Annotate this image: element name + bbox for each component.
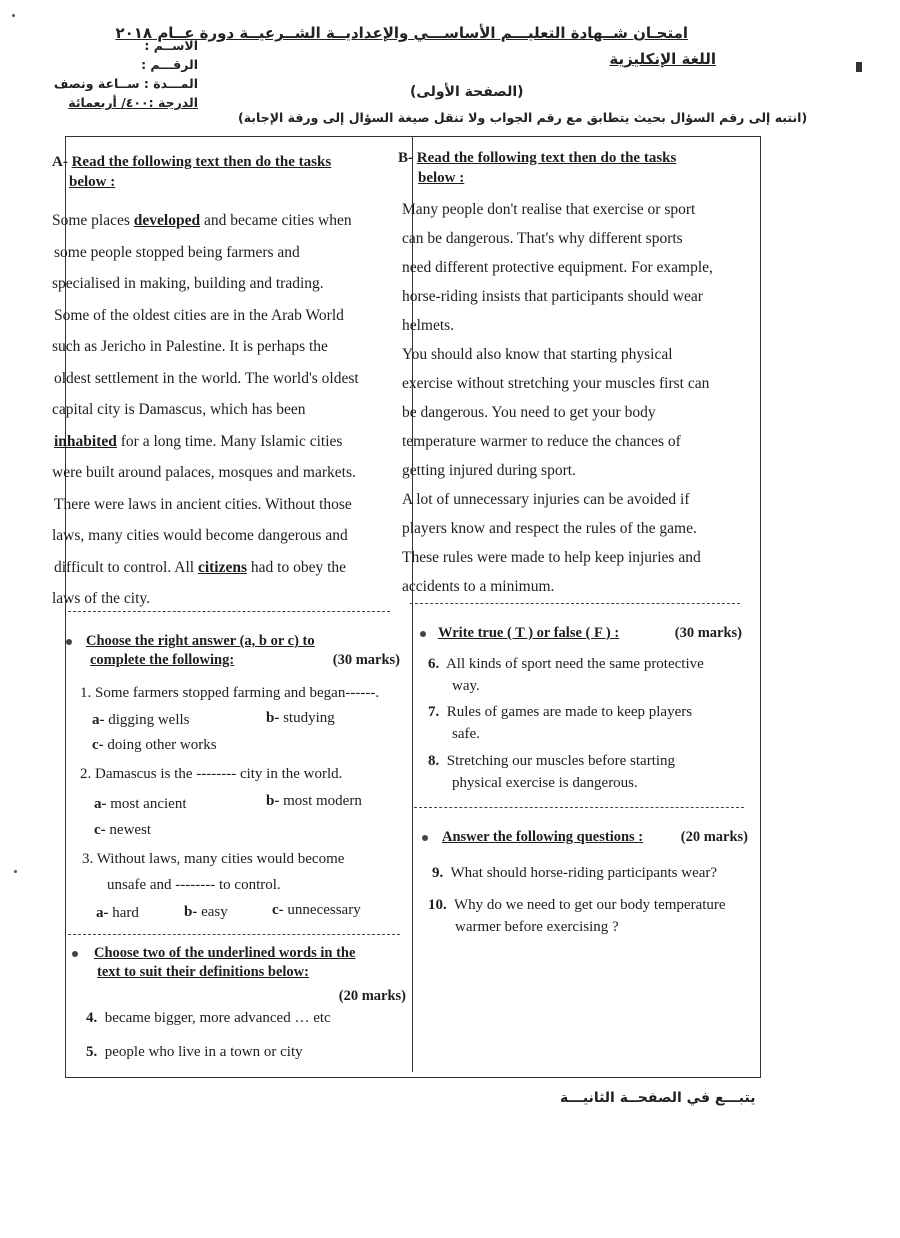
passage-a-line: Some of the oldest cities are in the Arab World [54,306,344,324]
passage-a-line: specialised in making, building and trading. [52,275,324,292]
passage-b-line: You should also know that starting physical [402,346,673,363]
passage-b-line: Many people don't realise that exercise or sport [402,201,696,218]
passage-a-line: capital city is Damascus, which has been [52,401,306,418]
question-10: 10. Why do we need to get our body temperature warmer before exercising ? [428,897,726,935]
passage-a-line: were built around palaces, mosques and markets. [52,464,356,481]
task-b-separator [414,807,744,808]
section-b-heading-line1: Read the following text then do the tasks [416,150,677,166]
exam-meta [53,36,198,112]
exam-title: امتحـان شــهادة التعليـــم الأساســـي والإعداديــة الشــرعيــة دورة عــام ٢٠١٨ [115,24,688,42]
continued-note: يتبـــع في الصفحــة الثانيـــة [560,1090,756,1106]
task-a1 [66,632,400,670]
bullet-icon [72,951,78,957]
q2-option-a: a- most ancient [94,796,187,812]
task-b1-title: Write true ( T ) or false ( F ) : (30 marks) [420,624,742,643]
passage-a-line: difficult to control. All citizens had to obey the [54,558,347,576]
section-b-passage [402,195,752,601]
passage-b-line: helmets. [402,317,455,334]
scan-speck [12,14,15,17]
passage-b-line: exercise without stretching your muscles first can [402,375,710,392]
q3-option-a: a- hard [96,905,139,921]
passage-a-line: laws of the city. [52,590,150,607]
number-label: الرقـــم : [141,57,198,72]
question-3-line2: unsafe and -------- to control. [107,877,281,893]
task-a-separator [68,934,400,935]
section-b-heading-line2: below : [418,170,465,186]
underlined-word: inhabited [54,432,117,450]
question-8: 8. Stretching our muscles before starting physical exercise is dangerous. [428,753,676,791]
passage-b-line: temperature warmer to reduce the chances of [402,433,681,450]
question-2: 2. Damascus is the -------- city in the world. [80,766,343,782]
task-a2-marks: (20 marks) [338,988,406,1004]
bullet-icon [420,631,426,637]
page-label: (الصفحة الأولى) [410,84,524,100]
passage-b-line: These rules were made to help keep injuries and [402,549,701,566]
section-a-heading [52,152,402,192]
question-6: 6. All kinds of sport need the same protective way. [428,656,704,694]
passage-a-line: Some places developed and became cities when [52,212,352,229]
task-b2-title: Answer the following questions : (20 marks) [422,828,748,847]
section-b [398,148,748,188]
subject-title: اللغة الإنكليزية [609,50,716,68]
q2-option-c: c- newest [94,822,152,838]
passage-b-line: A lot of unnecessary injuries can be avoided if [402,491,690,508]
section-a-passage [52,205,402,615]
passage-a-line: oldest settlement in the world. The world's oldest [54,369,359,387]
section-a [52,152,402,615]
passage-b-line: accidents to a minimum. [402,578,555,595]
grade-label: الدرجة :٤٠٠/ أربعمائة [68,95,198,110]
underlined-word: citizens [197,558,248,576]
q2-option-b: b- most modern [266,793,362,809]
q1-option-a: a- digging wells [92,712,190,728]
question-1: 1. Some farmers stopped farming and began------. [80,685,380,701]
passage-a-line: some people stopped being farmers and [54,243,300,261]
question-9: 9. What should horse-riding participants wear? [432,865,718,881]
section-b-heading [398,148,748,188]
section-b-letter: B- [398,150,413,166]
task-a2-title: Choose two of the underlined words in the text to suit their definitions below: [72,944,406,982]
duration-label: المـــدة : ســاعة ونصف [53,76,198,91]
section-b-separator [410,603,740,604]
underlined-word: developed [133,212,201,229]
section-a-heading-line1: Read the following text then do the tasks [71,154,332,170]
question-4: 4. became bigger, more advanced … etc [86,1010,331,1026]
section-a-heading-line2: below : [69,174,116,190]
q1-option-c: c- doing other works [92,737,217,753]
passage-b-line: need different protective equipment. For example, [402,259,713,276]
question-5: 5. people who live in a town or city [86,1044,303,1060]
question-3: 3. Without laws, many cities would become [82,851,345,867]
task-a1-marks: (30 marks) [332,652,400,668]
passage-b-line: getting injured during sport. [402,462,576,479]
scan-speck [14,870,17,873]
passage-a-line: There were laws in ancient cities. Without those [54,495,352,513]
passage-b-line: can be dangerous. That's why different sports [402,230,683,247]
name-label: الاســم : [144,38,198,53]
bullet-icon [422,835,428,841]
passage-a-line: inhabited for a long time. Many Islamic cities [54,432,343,450]
question-7: 7. Rules of games are made to keep players safe. [428,704,693,742]
section-a-letter: A- [52,154,68,170]
passage-a-line: such as Jericho in Palestine. It is perhaps the [52,338,328,355]
q3-option-c: c- unnecessary [272,902,361,918]
section-a-separator [68,611,390,612]
passage-b-line: horse-riding insists that participants should wear [402,288,703,305]
bullet-icon [66,639,72,645]
q3-option-b: b- easy [184,904,228,920]
scan-mark [856,62,862,72]
task-a2 [72,944,406,1006]
task-a1-title: Choose the right answer (a, b or c) to complete the following: (30 marks) [66,632,400,670]
passage-b-line: be dangerous. You need to get your body [402,404,656,421]
task-b1-marks: (30 marks) [674,625,742,641]
instruction-note: (انتبه إلى رقم السؤال بحيث يتطابق مع رقم الجواب ولا تنقل صيغة السؤال إلى ورقة الإجابة) [238,110,808,125]
q1-option-b: b- studying [266,710,335,726]
passage-a-line: laws, many cities would become dangerous and [52,527,348,544]
task-b2-marks: (20 marks) [680,829,748,845]
passage-b-line: players know and respect the rules of the game. [402,520,697,537]
